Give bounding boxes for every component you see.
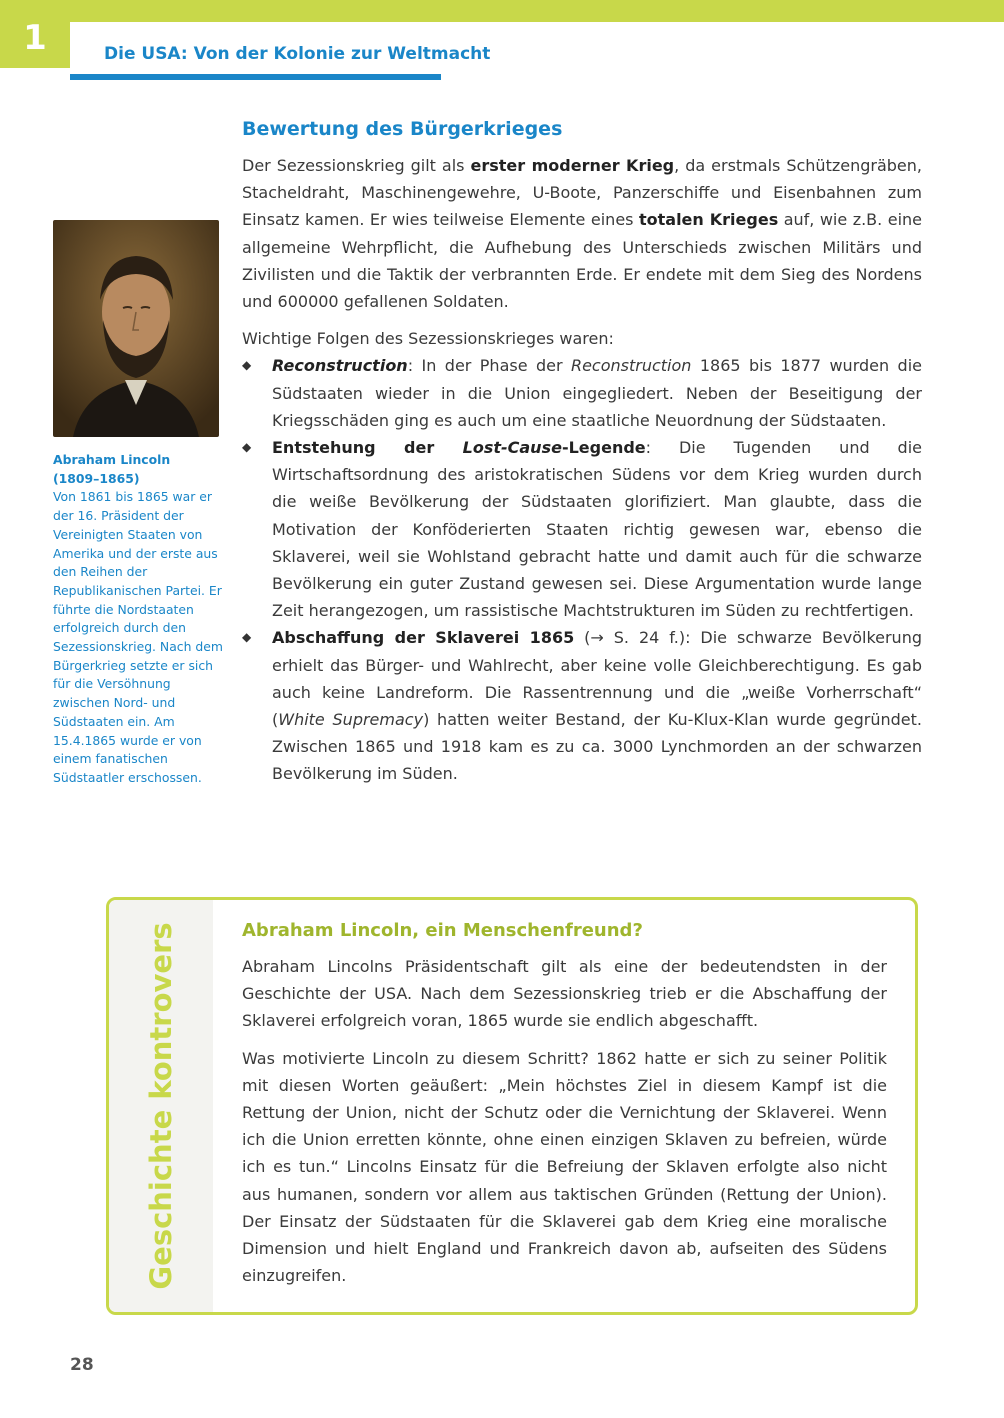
intro-paragraph — [242, 152, 922, 315]
kontrovers-paragraph-2: Was motivierte Lincoln zu diesem Schritt? 1862 hatte er sich zu seiner Politik mit diesen Worten geäußert: „Mein höchstes Ziel in diesem Kampf ist die Rettung der Union, nicht der Schutz oder die Vernichtung der Sklaverei. Wenn ich die Union erretten könnte, ohne einen einzigen Sklaven zu befreien, würde ich es tun.“ Lincolns Einsatz für die Befreiung der Sklaven erfolgte also nicht aus humanen, sondern vor allem aus taktischen Gründen (Rettung der Union). Der Einsatz der Südstaaten für die Sklaverei gab dem Krieg eine moralische Dimension und hielt England und Frankreich davon ab, aufseiten des Südens einzugreifen. — [242, 1048, 887, 1286]
lincoln-portrait — [53, 220, 219, 437]
caption-text: Von 1861 bis 1865 war er der 16. Präsident der Vereinigten Staaten von Amerika und der erste aus den Reihen der Republikanischen Partei. Er führte die Nordstaaten erfolgreich durch den Sezessionskrieg. Nach dem Bürgerkrieg setzte er sich für die Versöhnung zwischen Nord- und Südstaaten ein. Am 15.4.1865 wurde er von einem fanatischen Südstaatler erschossen. — [53, 489, 223, 785]
item-text: : Die schwarze Bevölkerung erhielt das Bürger- und Wahlrecht, aber keine volle Gleichberechtigung. Es gab auch keine Landreform. Die Rassentrennung und die „weiße Vorherrschaft“ ( — [272, 628, 922, 730]
item-text: 1865 bis 1877 wurden die Südstaaten wieder in die Union eingegliedert. Neben der Beseitigung der Kriegsschäden ging es auch um eine staatliche Neuordnung der Südstaaten. — [272, 356, 923, 430]
item-term: -Legende — [561, 438, 646, 458]
running-header-title: Die USA: Von der Kolonie zur Weltmacht — [104, 44, 491, 64]
caption-name: Abraham Lincoln — [53, 452, 171, 467]
portrait-caption — [53, 451, 223, 788]
item-text: : In der Phase der — [407, 356, 571, 376]
intro-text-1: Der Sezessionskrieg gilt als — [242, 156, 471, 175]
intro-text-2: , da erstmals Schützengräben, Stacheldraht, Maschinengewehre, U-Boote, Panzerschiffe und Eisenbahnen zum Einsatz kamen. Er wies teilweise Elemente eines — [242, 156, 922, 230]
cross-reference: (→ S. 24 f.) — [574, 628, 686, 648]
kontrovers-title: Abraham Lincoln, ein Menschenfreund? — [242, 920, 643, 941]
kontrovers-box — [106, 897, 918, 1315]
list-item — [242, 624, 922, 787]
page-number: 28 — [70, 1355, 94, 1375]
list-item — [242, 352, 922, 434]
item-italic: White Supremacy — [278, 710, 424, 730]
item-term: Reconstruction — [272, 356, 408, 376]
section-title: Bewertung des Bürgerkrieges — [242, 118, 563, 140]
item-text: ) hatten weiter Bestand, der Ku-Klux-Klan wurde gegründet. Zwischen 1865 und 1918 kam es zu ca. 3000 Lynchmorden an der schwarzen Bevölkerung im Süden. — [272, 710, 923, 784]
item-term: Entstehung der — [272, 438, 463, 458]
item-italic: Reconstruction — [570, 356, 692, 376]
intro-bold-2: totalen Krieges — [638, 210, 779, 230]
item-term: Abschaffung der Sklaverei 1865 — [272, 628, 575, 648]
kontrovers-side-label: Geschichte kontrovers — [144, 922, 178, 1290]
folgen-list — [242, 352, 922, 787]
item-text: : Die Tugenden und die Wirtschaftsordnung des aristokratischen Südens vor dem Krieg wurden durch die weiße Bevölkerung der Südstaaten glorifiziert. Man glaubte, dass die Motivation der Konföderierten Staaten richtig gewesen war, ebenso die Sklaverei, weil sie Wohlstand gebracht hatte und damit auch für die schwarze Bevölkerung ein guter Zustand gewesen sei. Diese Argumentation wurde lange Zeit herangezogen, um rassistische Machtstrukturen im Süden zu rechtfertigen. — [272, 438, 922, 621]
bullet-icon: ◆ — [242, 440, 252, 455]
top-accent-bar — [0, 0, 1004, 22]
intro-bold-1: erster moderner Krieg — [470, 156, 675, 175]
list-item — [242, 434, 922, 624]
main-content — [242, 118, 922, 788]
kontrovers-paragraph-1: Abraham Lincolns Präsidentschaft gilt als eine der bedeutendsten in der Geschichte der USA. Nach dem Sezessionskrieg trieb er die Abschaffung der Sklaverei erfolgreich voran, 1865 wurde sie endlich abgeschafft. — [242, 957, 887, 1031]
folgen-intro: Wichtige Folgen des Sezessionskrieges waren: — [242, 329, 614, 349]
bullet-icon: ◆ — [242, 358, 252, 373]
chapter-number: 1 — [23, 18, 47, 58]
kontrovers-side-panel — [109, 900, 213, 1312]
intro-text-3: auf, wie z.B. eine allgemeine Wehrpflicht, die Aufhebung des Unterschieds zwischen Militärs und Zivilisten und die Taktik der verbrannten Erde. Er endete mit dem Sieg des Nordens und 600000 gefallenen Soldaten. — [242, 210, 922, 312]
kontrovers-content — [242, 920, 887, 1299]
chapter-badge — [0, 0, 70, 68]
caption-dates: (1809–1865) — [53, 470, 140, 486]
header-rule — [70, 74, 441, 80]
bullet-icon: ◆ — [242, 630, 252, 645]
item-term-italic: Lost-Cause — [462, 438, 562, 458]
